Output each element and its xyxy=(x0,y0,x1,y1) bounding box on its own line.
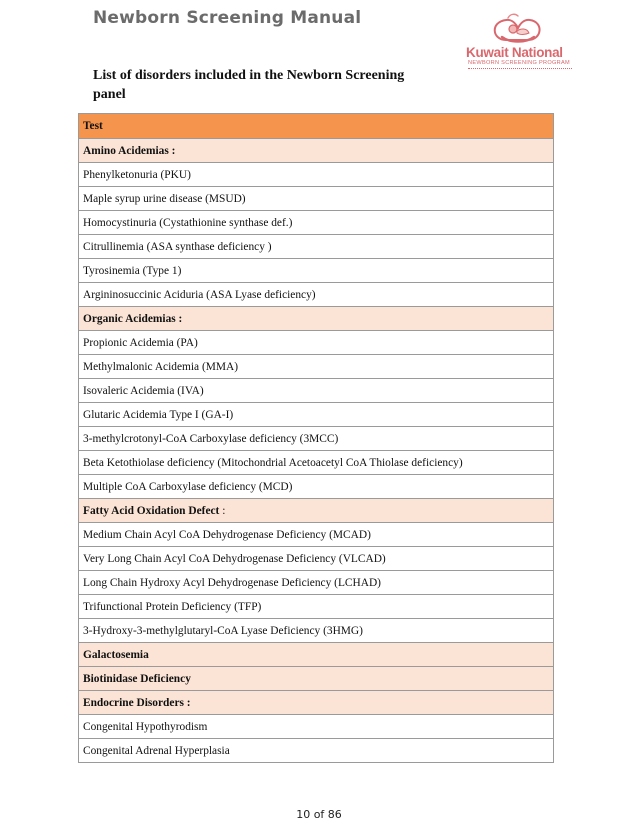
disorder-cell xyxy=(79,595,554,619)
table-row xyxy=(79,331,554,355)
category-row xyxy=(79,499,554,523)
disorder-label: 3-Hydroxy-3-methylglutaryl-CoA Lyase Deficiency (3HMG) xyxy=(83,624,363,637)
disorder-cell xyxy=(79,571,554,595)
category-cell xyxy=(79,307,554,331)
category-cell xyxy=(79,691,554,715)
disorder-cell xyxy=(79,211,554,235)
disorder-label: Isovaleric Acidemia (IVA) xyxy=(83,384,204,397)
disorder-cell xyxy=(79,283,554,307)
disorder-label: Homocystinuria (Cystathionine synthase def.) xyxy=(83,216,293,229)
table-row xyxy=(79,451,554,475)
category-row xyxy=(79,667,554,691)
disorder-label: Phenylketonuria (PKU) xyxy=(83,168,191,181)
category-row xyxy=(79,307,554,331)
disorder-cell xyxy=(79,355,554,379)
table-row xyxy=(79,403,554,427)
disorder-label: Methylmalonic Acidemia (MMA) xyxy=(83,360,239,373)
category-cell xyxy=(79,499,554,523)
category-cell xyxy=(79,643,554,667)
kuwait-national-nsp-logo xyxy=(462,10,574,90)
logo-subtitle: NEWBORN SCREENING PROGRAM xyxy=(468,60,570,66)
disorder-label: Citrullinemia (ASA synthase deficiency ) xyxy=(83,240,272,253)
table-row xyxy=(79,595,554,619)
table-row xyxy=(79,547,554,571)
table-row xyxy=(79,283,554,307)
category-label: Galactosemia xyxy=(83,648,149,661)
disorder-label: Medium Chain Acyl CoA Dehydrogenase Deficiency (MCAD) xyxy=(83,528,371,541)
manual-title: Newborn Screening Manual xyxy=(93,8,362,28)
category-row xyxy=(79,691,554,715)
disorder-cell xyxy=(79,451,554,475)
logo-name: Kuwait National xyxy=(466,45,563,60)
disorder-cell xyxy=(79,619,554,643)
table-row xyxy=(79,475,554,499)
table-header-cell: Test xyxy=(79,114,554,139)
disorders-table-body xyxy=(79,114,554,763)
disorder-label: Tyrosinemia (Type 1) xyxy=(83,264,182,277)
logo-arabic-line xyxy=(468,68,572,74)
table-row xyxy=(79,235,554,259)
page-number: 10 of 86 xyxy=(296,808,342,821)
disorder-label: Trifunctional Protein Deficiency (TFP) xyxy=(83,600,262,613)
table-row xyxy=(79,163,554,187)
disorder-cell xyxy=(79,187,554,211)
disorder-label: Beta Ketothiolase deficiency (Mitochondrial Acetoacetyl CoA Thiolase deficiency) xyxy=(83,456,463,469)
table-row xyxy=(79,379,554,403)
category-label: Organic Acidemias : xyxy=(83,312,183,325)
category-suffix: : xyxy=(219,504,226,517)
disorder-cell xyxy=(79,163,554,187)
table-row xyxy=(79,739,554,763)
table-row xyxy=(79,211,554,235)
category-label: Fatty Acid Oxidation Defect xyxy=(83,504,220,517)
table-row xyxy=(79,619,554,643)
disorder-label: Congenital Hypothyrodism xyxy=(83,720,208,733)
category-cell xyxy=(79,667,554,691)
disorder-label: Long Chain Hydroxy Acyl Dehydrogenase Deficiency (LCHAD) xyxy=(83,576,381,589)
disorder-cell xyxy=(79,715,554,739)
table-row xyxy=(79,259,554,283)
table-row xyxy=(79,427,554,451)
disorders-table xyxy=(78,113,554,763)
category-label: Endocrine Disorders : xyxy=(83,696,191,709)
disorder-label: Multiple CoA Carboxylase deficiency (MCD) xyxy=(83,480,293,493)
disorder-label: Glutaric Acidemia Type I (GA-I) xyxy=(83,408,234,421)
table-row xyxy=(79,523,554,547)
category-cell xyxy=(79,139,554,163)
disorder-cell xyxy=(79,739,554,763)
disorder-label: Very Long Chain Acyl CoA Dehydrogenase Deficiency (VLCAD) xyxy=(83,552,386,565)
disorder-cell xyxy=(79,523,554,547)
disorder-cell xyxy=(79,403,554,427)
baby-cradle-icon xyxy=(462,10,574,50)
category-row xyxy=(79,139,554,163)
section-heading: List of disorders included in the Newborn Screening panel xyxy=(93,68,405,102)
disorder-cell xyxy=(79,331,554,355)
disorder-label: Argininosuccinic Aciduria (ASA Lyase deficiency) xyxy=(83,288,316,301)
disorder-label: Congenital Adrenal Hyperplasia xyxy=(83,744,230,757)
disorder-cell xyxy=(79,475,554,499)
table-row xyxy=(79,355,554,379)
table-header-row xyxy=(79,114,554,139)
table-row xyxy=(79,715,554,739)
category-label: Biotinidase Deficiency xyxy=(83,672,191,685)
disorder-label: Propionic Acidemia (PA) xyxy=(83,336,198,349)
disorder-cell xyxy=(79,547,554,571)
disorder-cell xyxy=(79,235,554,259)
disorder-cell xyxy=(79,379,554,403)
category-label: Amino Acidemias : xyxy=(83,144,176,157)
disorder-label: 3-methylcrotonyl-CoA Carboxylase deficiency (3MCC) xyxy=(83,432,339,445)
disorder-cell xyxy=(79,259,554,283)
table-row xyxy=(79,187,554,211)
table-row xyxy=(79,571,554,595)
disorder-cell xyxy=(79,427,554,451)
category-row xyxy=(79,643,554,667)
disorder-label: Maple syrup urine disease (MSUD) xyxy=(83,192,246,205)
